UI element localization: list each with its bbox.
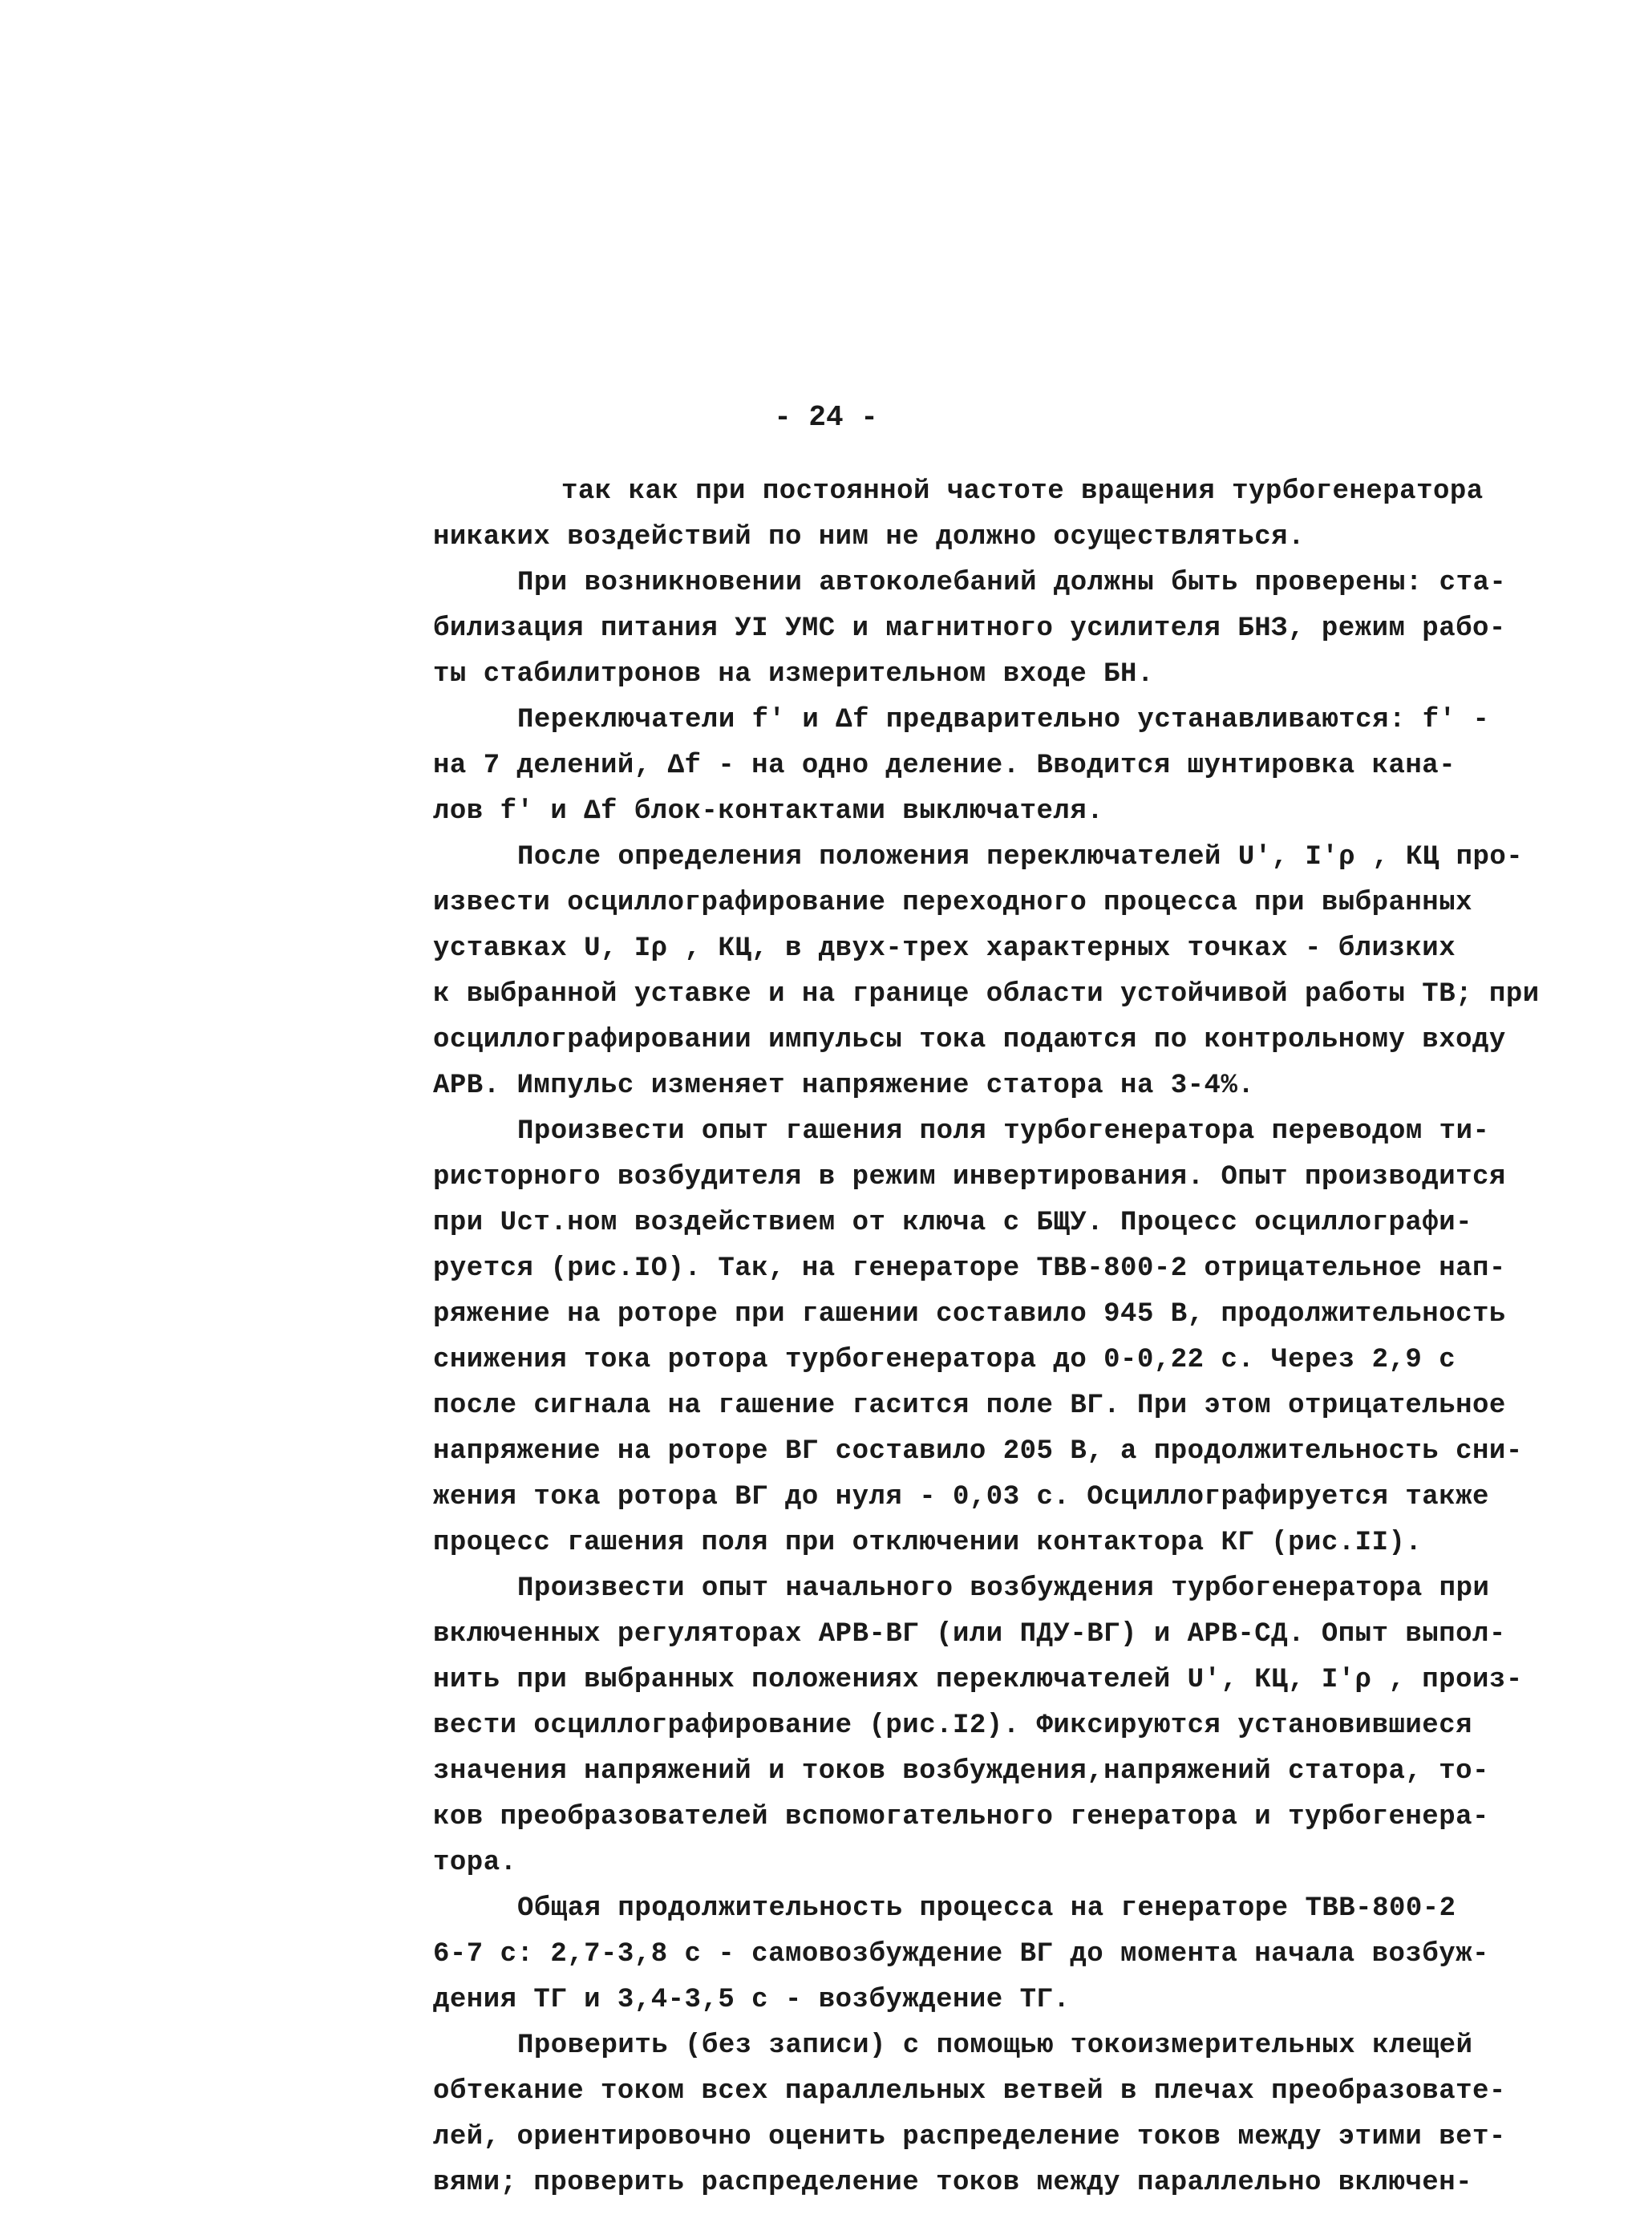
text-line: лов f′ и Δf блок-контактами выключателя.: [433, 796, 1104, 827]
text-line: ты стабилитронов на измерительном входе БН.: [433, 659, 1154, 690]
text-line: При возникновении автоколебаний должны быть проверены: ста-: [517, 568, 1507, 598]
paragraph: [433, 698, 1490, 835]
text-line: Общая продолжительность процесса на генераторе ТВВ-800-2: [517, 1893, 1456, 1924]
paragraph: [433, 835, 1540, 1109]
paragraph: [433, 1886, 1489, 2023]
text-line: 6-7 с: 2,7-3,8 с - самовозбуждение ВГ до момента начала возбуж-: [433, 1939, 1489, 1970]
text-line: осциллографировании импульсы тока подаются по контрольному входу: [433, 1025, 1506, 1055]
text-line: Произвести опыт начального возбуждения турбогенератора при: [517, 1573, 1490, 1604]
text-line: Проверить (без записи) с помощью токоизмерительных клещей: [517, 2030, 1473, 2061]
text-line: Произвести опыт гашения поля турбогенератора переводом ти-: [517, 1116, 1490, 1147]
text-line: вями; проверить распределение токов между параллельно включен-: [433, 2168, 1473, 2198]
page-number: - 24 -: [774, 401, 878, 434]
text-line: дения ТГ и 3,4-3,5 с - возбуждение ТГ.: [433, 1985, 1071, 2015]
text-line: лей, ориентировочно оценить распределение токов между этими вет-: [433, 2122, 1506, 2152]
text-line: обтекание током всех параллельных ветвей в плечах преобразовате-: [433, 2076, 1506, 2107]
text-line: билизация питания УI УМС и магнитного усилителя БНЗ, режим рабо-: [433, 613, 1506, 644]
paragraph: [433, 469, 1484, 561]
text-line: на 7 делений, Δf - на одно деление. Вводится шунтировка кана-: [433, 751, 1456, 781]
text-line: извести осциллографирование переходного процесса при выбранных: [433, 888, 1473, 918]
text-line: напряжение на роторе ВГ составило 205 В, а продолжительность сни-: [433, 1436, 1523, 1467]
text-line: так как при постоянной частоте вращения турбогенератора: [561, 476, 1484, 507]
text-line: процесс гашения поля при отключении контактора КГ (рис.II).: [433, 1528, 1423, 1558]
text-line: значения напряжений и токов возбуждения,напряжений статора, то-: [433, 1756, 1489, 1787]
text-line: После определения положения переключателей U′, I′ρ , КЦ про-: [517, 842, 1524, 873]
text-line: жения тока ротора ВГ до нуля - 0,03 с. Осциллографируется также: [433, 1482, 1489, 1512]
text-line: к выбранной уставке и на границе области устойчивой работы ТВ; при: [433, 979, 1540, 1010]
text-line: руется (рис.IO). Так, на генераторе ТВВ-800-2 отрицательное нап-: [433, 1253, 1506, 1284]
paragraph: [433, 1566, 1523, 1886]
text-line: ков преобразователей вспомогательного генератора и турбогенера-: [433, 1802, 1489, 1832]
body-text: [433, 469, 1540, 2206]
text-line: снижения тока ротора турбогенератора до 0-0,22 с. Через 2,9 с: [433, 1345, 1456, 1375]
text-line: ристорного возбудителя в режим инвертирования. Опыт производится: [433, 1162, 1506, 1192]
paragraph: [433, 2023, 1506, 2206]
text-line: тора.: [433, 1848, 517, 1878]
paragraph: [433, 561, 1507, 698]
text-line: нить при выбранных положениях переключателей U′, КЦ, I′ρ , произ-: [433, 1665, 1523, 1695]
text-line: после сигнала на гашение гасится поле ВГ. При этом отрицательное: [433, 1391, 1506, 1421]
text-line: никаких воздействий по ним не должно осуществляться.: [433, 522, 1305, 553]
paragraph: [433, 1109, 1523, 1566]
text-line: ряжение на роторе при гашении составило 945 В, продолжительность: [433, 1299, 1506, 1330]
text-line: при Uст.ном воздействием от ключа с БЩУ. Процесс осциллографи-: [433, 1208, 1473, 1238]
text-line: Переключатели f′ и Δf предварительно устанавливаются: f′ -: [517, 705, 1490, 735]
text-line: уставках U, Iρ , КЦ, в двух-трех характерных точках - близких: [433, 933, 1456, 964]
text-line: вести осциллографирование (рис.I2). Фиксируются установившиеся: [433, 1711, 1473, 1741]
text-line: включенных регуляторах АРВ-ВГ (или ПДУ-ВГ) и АРВ-СД. Опыт выпол-: [433, 1619, 1506, 1650]
text-line: АРВ. Импульс изменяет напряжение статора на 3-4%.: [433, 1071, 1255, 1101]
